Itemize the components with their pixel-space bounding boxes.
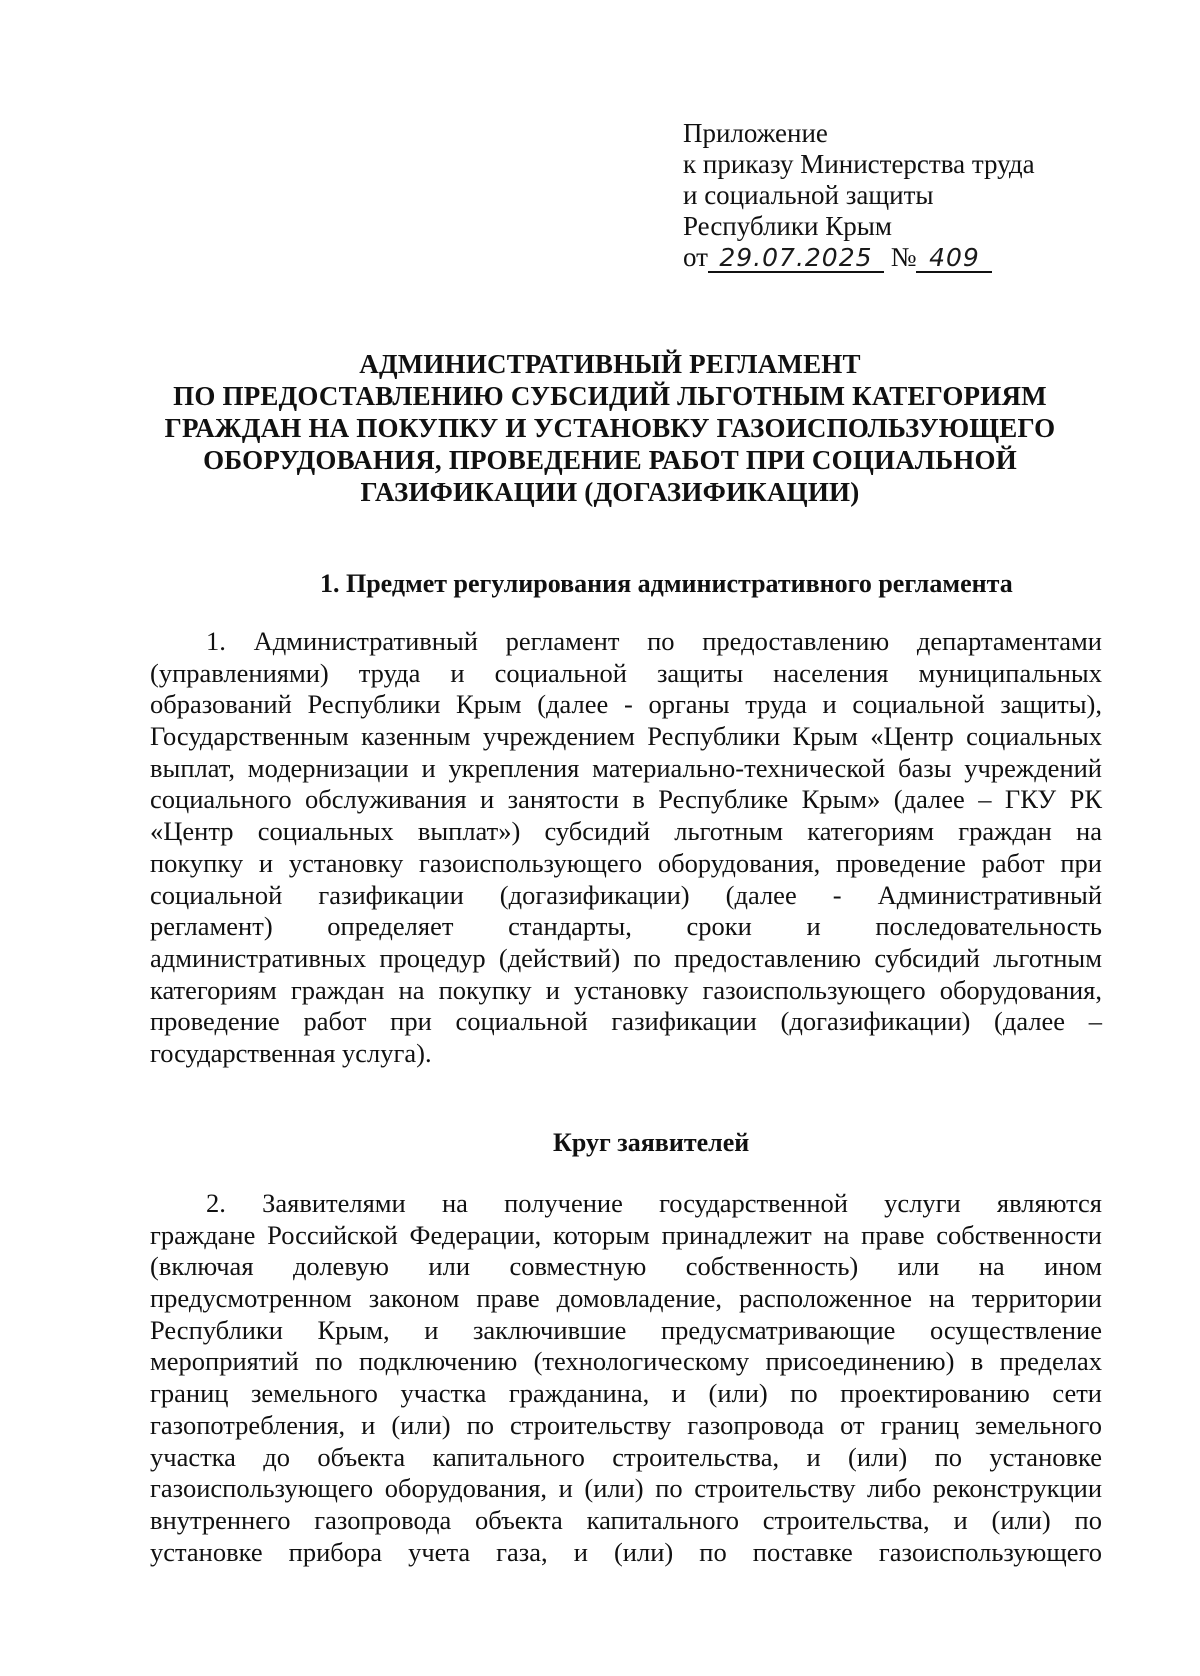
attachment-block (683, 118, 1103, 273)
section-heading-subject: 1. Предмет регулирования административного регламента (320, 569, 1013, 598)
paragraph-line: покупку и установку газоиспользующего оборудования, проведение работ при (150, 847, 1102, 878)
paragraph-line: 1. Административный регламент по предоставлению департаментами (206, 626, 1102, 656)
handwritten-date: 29.07.2025 (708, 245, 884, 273)
paragraph-line: (управлениями) труда и социальной защиты населения муниципальных (150, 657, 1102, 688)
title-line: АДМИНИСТРАТИВНЫЙ РЕГЛАМЕНТ (359, 349, 861, 379)
paragraph-line: категориям граждан на покупку и установку газоиспользующего оборудования, (150, 974, 1102, 1005)
paragraph-2 (150, 1188, 1102, 1568)
attachment-line: Республики Крым (683, 211, 892, 241)
paragraph-line: установке прибора учета газа, и (или) по поставке газоиспользующего (150, 1536, 1102, 1567)
paragraph-line: предусмотренном законом праве домовладение, расположенное на территории (150, 1283, 1102, 1314)
paragraph-line: участка до объекта капитального строительства, и (или) по установке (150, 1441, 1102, 1472)
attachment-date-line (683, 242, 1103, 273)
attachment-line: и социальной защиты (683, 180, 934, 210)
date-prefix: от (683, 242, 708, 272)
handwritten-number: 409 (916, 245, 992, 273)
paragraph-line: регламент) определяет стандарты, сроки и последовательность (150, 911, 1102, 942)
paragraph-line: внутреннего газопровода объекта капитального строительства, и (или) по (150, 1504, 1102, 1535)
number-sign: № (890, 242, 917, 272)
paragraph-line: Республики Крым, и заключившие предусматривающие осуществление (150, 1314, 1102, 1345)
paragraph-line: проведение работ при социальной газификации (догазификации) (далее – (150, 1006, 1102, 1037)
paragraph-line: (включая долевую или совместную собственность) или на ином (150, 1251, 1102, 1282)
section-heading-applicants: Круг заявителей (553, 1128, 750, 1157)
paragraph-line: 2. Заявителями на получение государственной услуги являются (206, 1188, 1102, 1218)
paragraph-line: социального обслуживания и занятости в Республике Крым» (далее – ГКУ РК (150, 784, 1102, 815)
paragraph-line: образований Республики Крым (далее - органы труда и социальной защиты), (150, 689, 1102, 720)
paragraph-line: мероприятий по подключению (технологическому присоединению) в пределах (150, 1346, 1102, 1377)
paragraph-line: газопотребления, и (или) по строительству газопровода от границ земельного (150, 1409, 1102, 1440)
paragraph-line: выплат, модернизации и укрепления материально-технической базы учреждений (150, 752, 1102, 783)
paragraph-line: газоиспользующего оборудования, и (или) по строительству либо реконструкции (150, 1473, 1102, 1504)
paragraph-line: административных процедур (действий) по предоставлению субсидий льготным (150, 942, 1102, 973)
attachment-line: к приказу Министерства труда (683, 149, 1035, 179)
paragraph-line: граждане Российской Федерации, которым принадлежит на праве собственности (150, 1219, 1102, 1250)
paragraph-1 (150, 626, 1102, 1070)
paragraph-line: социальной газификации (догазификации) (далее - Административный (150, 879, 1102, 910)
paragraph-line: государственная услуга). (150, 1037, 432, 1068)
title-line: ПО ПРЕДОСТАВЛЕНИЮ СУБСИДИЙ ЛЬГОТНЫМ КАТЕГОРИЯМ (173, 381, 1047, 411)
paragraph-line: Государственным казенным учреждением Республики Крым «Центр социальных (150, 721, 1102, 752)
attachment-line: Приложение (683, 118, 828, 148)
paragraph-line: «Центр социальных выплат») субсидий льготным категориям граждан на (150, 816, 1102, 847)
title-line: ОБОРУДОВАНИЯ, ПРОВЕДЕНИЕ РАБОТ ПРИ СОЦИАЛЬНОЙ (203, 445, 1017, 475)
title-line: ГРАЖДАН НА ПОКУПКУ И УСТАНОВКУ ГАЗОИСПОЛЬЗУЮЩЕГО (164, 413, 1056, 443)
title-line: ГАЗИФИКАЦИИ (ДОГАЗИФИКАЦИИ) (360, 477, 860, 507)
document-title (120, 348, 1100, 508)
paragraph-line: границ земельного участка гражданина, и (или) по проектированию сети (150, 1378, 1102, 1409)
